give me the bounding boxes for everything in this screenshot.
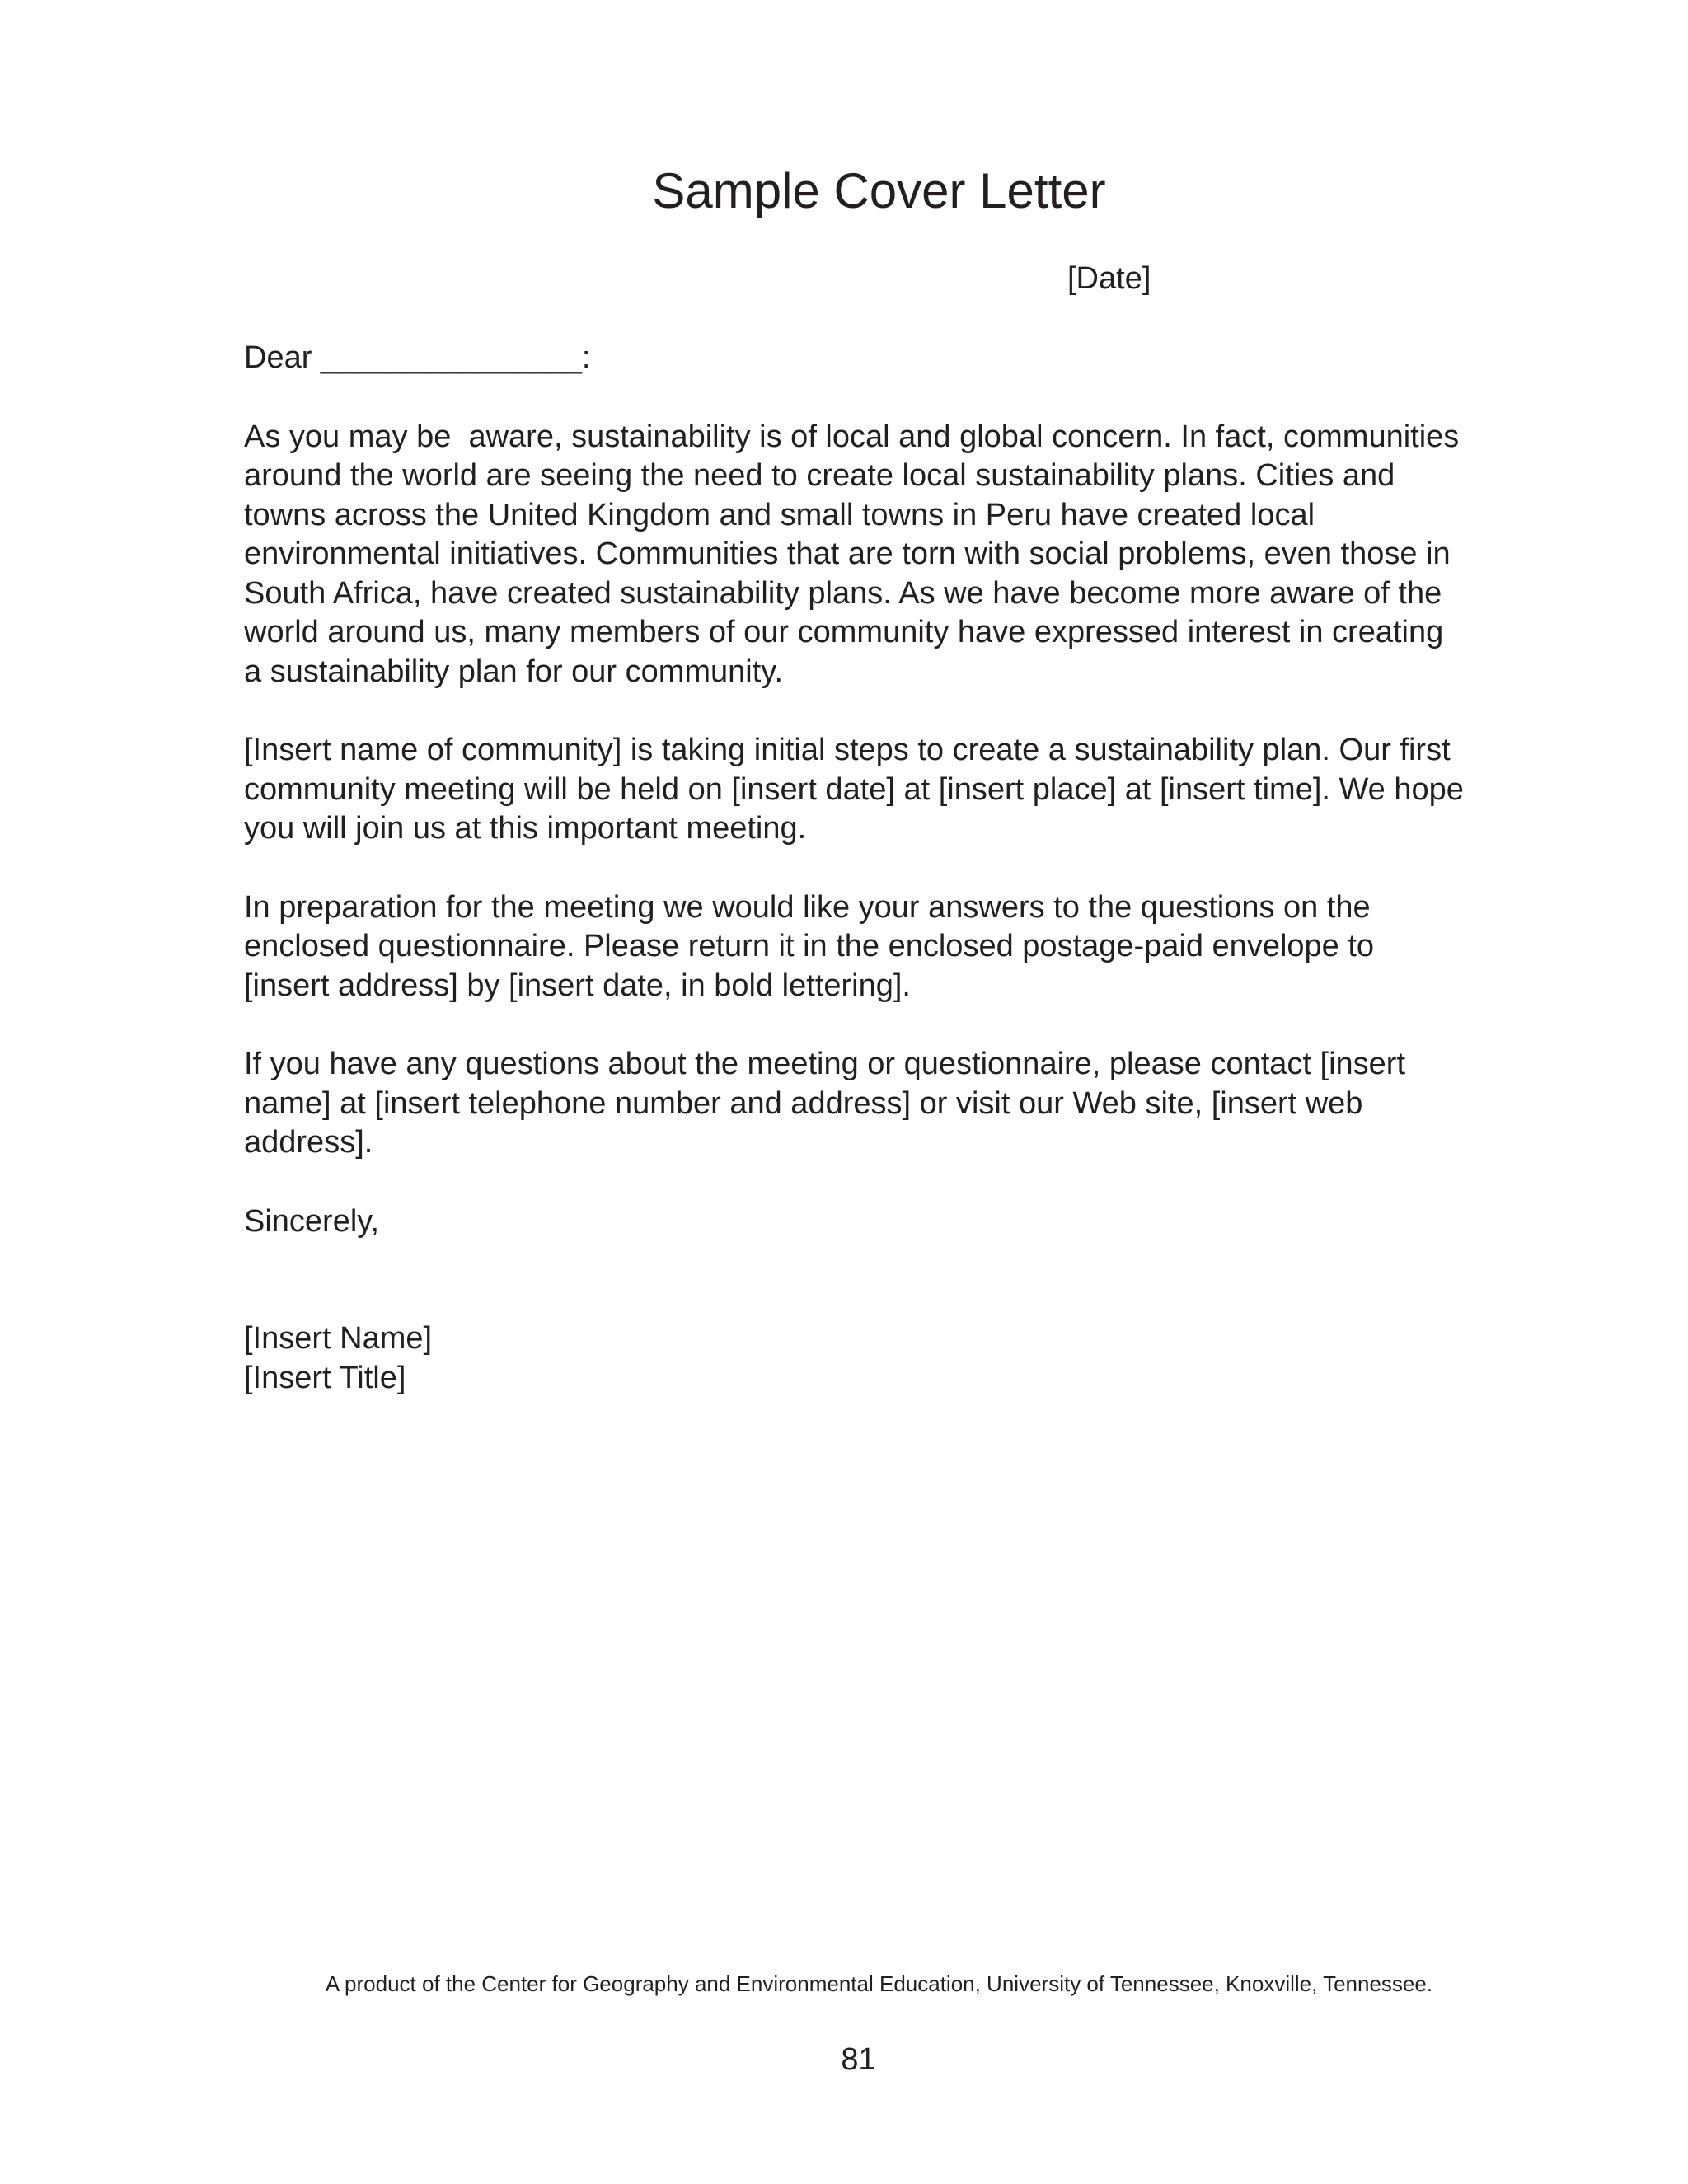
text-line: you will join us at this important meeting.: [244, 811, 807, 846]
text-line: environmental initiatives. Communities that are torn with social problems, even those in: [244, 537, 1451, 571]
paragraph-questionnaire: [244, 888, 1563, 1006]
text-line: In preparation for the meeting we would like your answers to the questions on the: [244, 889, 1371, 925]
paragraph-meeting-invitation: [244, 731, 1563, 849]
text-line: If you have any questions about the meeting or questionnaire, please contact [insert: [244, 1047, 1406, 1081]
text-line: name] at [insert telephone number and address] or visit our Web site, [insert web: [244, 1085, 1363, 1121]
signature-title: [Insert Title]: [244, 1360, 406, 1395]
text-line: a sustainability plan for our community.: [244, 654, 784, 689]
text-line: towns across the United Kingdom and small towns in Peru have created local: [244, 497, 1315, 532]
footer-credit: A product of the Center for Geography and Environmental Education, University of Tennessee, Knoxville, Tennessee.: [325, 1971, 1433, 1996]
text-line: [Insert name of community] is taking initial steps to create a sustainability plan. Our first: [244, 733, 1451, 767]
text-line: around the world are seeing the need to create local sustainability plans. Cities and: [244, 458, 1395, 493]
page-number: 81: [841, 2042, 876, 2077]
page-title: Sample Cover Letter: [652, 163, 1106, 218]
text-line: [insert address] by [insert date, in bold lettering].: [244, 968, 911, 1003]
letter-closing: Sincerely,: [244, 1203, 380, 1239]
letter-date: [Date]: [1067, 261, 1151, 296]
text-line: world around us, many members of our community have expressed interest in creating: [244, 615, 1444, 649]
text-line: enclosed questionnaire. Please return it in the enclosed postage-paid envelope to: [244, 929, 1375, 963]
text-line: community meeting will be held on [insert date] at [insert place] at [insert time]. We hope: [244, 771, 1464, 807]
signature-name: [Insert Name]: [244, 1321, 433, 1356]
paragraph-contact: [244, 1045, 1563, 1163]
paragraph-sustainability-intro: [244, 418, 1563, 692]
text-line: South Africa, have created sustainability plans. As we have become more aware of the: [244, 575, 1442, 611]
text-line: address].: [244, 1125, 373, 1160]
letter-salutation: Dear _______________:: [244, 340, 591, 375]
text-line: As you may be aware, sustainability is of local and global concern. In fact, communities: [244, 419, 1460, 454]
letter-body: [244, 339, 1563, 1398]
signature-block: [244, 1319, 1563, 1398]
